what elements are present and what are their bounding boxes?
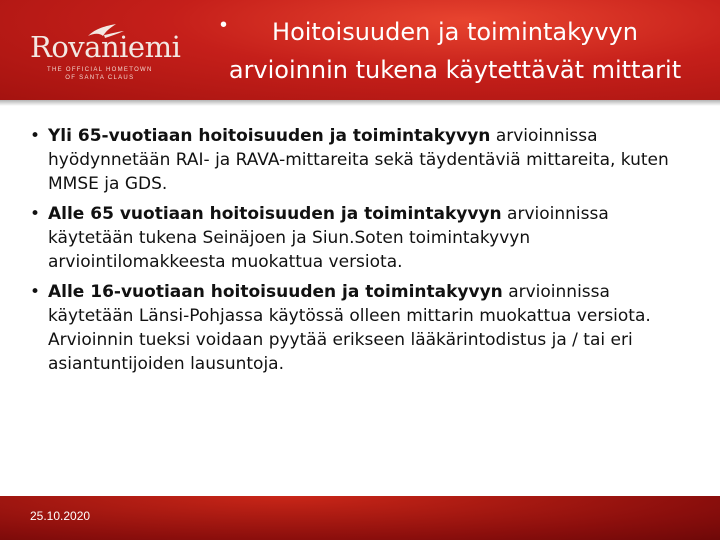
slide-title-line2: arvioinnin tukena käytettävät mittarit <box>228 56 682 84</box>
slide-title-line1: Hoitoisuuden ja toimintakyvyn <box>272 18 638 46</box>
header-divider <box>0 100 720 106</box>
logo-name: Rovaniemi <box>30 30 181 64</box>
logo-tagline <box>47 66 153 82</box>
bullet-item <box>30 124 695 196</box>
rovaniemi-logo <box>30 20 180 80</box>
logo-tagline-line1: THE OFFICIAL HOMETOWN <box>47 67 153 73</box>
title-bullet: • <box>220 14 228 36</box>
slide-header <box>0 0 720 103</box>
bullet-text: arvioinnissa käytetään tukena Seinäjoen ja Siun.Soten toimintakyvyn arviointilomakkeesta muokattua versiota. <box>48 204 609 272</box>
slide-footer <box>0 496 720 540</box>
footer-date: 25.10.2020 <box>30 509 91 523</box>
bullet-marker: • <box>30 204 41 224</box>
bullet-bold-text: Yli 65-vuotiaan hoitoisuuden ja toimintakyvyn <box>48 126 491 146</box>
slide-title <box>200 13 710 89</box>
bullet-bold-text: Alle 65 vuotiaan hoitoisuuden ja toimintakyvyn <box>48 204 502 224</box>
bullet-marker: • <box>30 282 41 302</box>
bullet-list <box>30 124 695 382</box>
bullet-bold-text: Alle 16-vuotiaan hoitoisuuden ja toimintakyvyn <box>48 282 503 302</box>
bullet-text: arvioinnissa hyödynnetään RAI- ja RAVA-mittareita sekä täydentäviä mittareita, kuten MMSE ja GDS. <box>48 126 669 194</box>
bullet-item <box>30 202 695 274</box>
logo-tagline-line2: OF SANTA CLAUS <box>65 75 135 81</box>
bullet-text: arvioinnissa käytetään Länsi-Pohjassa käytössä olleen mittarin muokattua versiota. Arvioinnin tueksi voidaan pyytää erikseen lääkärintodistus ja / tai eri asiantuntijoiden lausuntoja. <box>48 282 651 374</box>
bullet-marker: • <box>30 126 41 146</box>
bullet-item <box>30 280 695 376</box>
